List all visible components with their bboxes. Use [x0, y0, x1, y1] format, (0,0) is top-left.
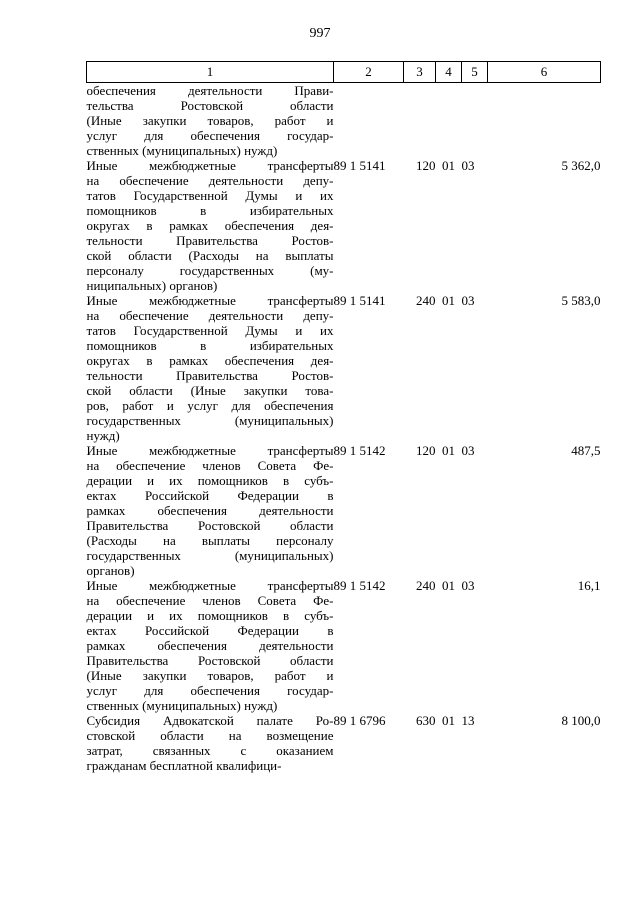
- description-line: округах в рамках обеспечения дея-: [86, 353, 334, 368]
- section-code: 01: [442, 293, 455, 308]
- description-line: ской области (Расходы на выплаты: [86, 248, 334, 263]
- description-line: ственных (муниципальных) нужд): [86, 698, 278, 713]
- table-row: [87, 578, 601, 713]
- description-line: татов Государственной Думы и их: [86, 188, 334, 203]
- column-header-4: 4: [436, 62, 462, 83]
- column-header-1: 1: [87, 62, 334, 83]
- expense-type-code: [404, 83, 436, 159]
- description-line: ектах Российской Федерации в: [86, 623, 334, 638]
- row-description: [87, 83, 334, 159]
- table-row: [87, 158, 601, 293]
- description-line: тельности Правительства Ростов-: [86, 233, 334, 248]
- description-line: государственных (муниципальных): [86, 413, 334, 428]
- description-line: Иные межбюджетные трансферты: [86, 443, 334, 458]
- description-line: Иные межбюджетные трансферты: [86, 158, 334, 173]
- row-description: [87, 293, 334, 443]
- subsection-code: 03: [461, 578, 475, 593]
- description-line: ектах Российской Федерации в: [86, 488, 334, 503]
- amount-value: 5 583,0: [561, 293, 601, 308]
- description-line: тельства Ростовской области: [86, 98, 334, 113]
- description-line: затрат, связанных с оказанием: [86, 743, 334, 758]
- description-line: на обеспечение членов Совета Фе-: [86, 458, 334, 473]
- description-line: нужд): [86, 428, 120, 443]
- table-header-row: [87, 62, 601, 83]
- description-line: Иные межбюджетные трансферты: [86, 293, 334, 308]
- subsection-code: 03: [461, 158, 475, 173]
- description-line: гражданам бесплатной квалифици-: [86, 758, 282, 773]
- amount-value: 487,5: [571, 443, 601, 458]
- expense-type-code: 240: [416, 293, 436, 308]
- description-line: стовской области на возмещение: [86, 728, 334, 743]
- description-line: ской области (Иные закупки това-: [86, 383, 334, 398]
- page-number: 997: [309, 26, 331, 41]
- subsection-code: [462, 83, 488, 159]
- expense-type-code: 120: [416, 158, 436, 173]
- description-line: услуг для обеспечения государ-: [86, 683, 334, 698]
- description-line: Субсидия Адвокатской палате Ро-: [86, 713, 334, 728]
- column-header-6: 6: [488, 62, 601, 83]
- subsection-code: 13: [461, 713, 475, 728]
- subsection-code: 03: [461, 443, 475, 458]
- subsection-code: 03: [461, 293, 475, 308]
- column-header-5: 5: [462, 62, 488, 83]
- description-line: татов Государственной Думы и их: [86, 323, 334, 338]
- row-description: [87, 158, 334, 293]
- column-header-2: 2: [334, 62, 404, 83]
- section-code: 01: [442, 713, 455, 728]
- expense-type-code: 240: [416, 578, 436, 593]
- table-row: [87, 293, 601, 443]
- description-line: персоналу государственных (му-: [86, 263, 334, 278]
- description-line: помощников в избирательных: [86, 203, 334, 218]
- section-code: 01: [442, 158, 455, 173]
- table-row: [87, 713, 601, 773]
- description-line: Правительства Ростовской области: [86, 518, 334, 533]
- table-body: [87, 83, 601, 774]
- description-line: дерации и их помощников в субъ-: [86, 473, 334, 488]
- table-row: [87, 83, 601, 159]
- target-article-code: 89 1 5142: [333, 443, 386, 458]
- description-line: на обеспечение деятельности депу-: [86, 173, 334, 188]
- description-line: округах в рамках обеспечения дея-: [86, 218, 334, 233]
- amount-value: 5 362,0: [561, 158, 601, 173]
- target-article-code: 89 1 6796: [333, 713, 386, 728]
- description-line: на обеспечение членов Совета Фе-: [86, 593, 334, 608]
- description-line: (Иные закупки товаров, работ и: [86, 668, 334, 683]
- column-header-3: 3: [404, 62, 436, 83]
- row-description: [87, 443, 334, 578]
- row-description: [87, 578, 334, 713]
- description-line: Иные межбюджетные трансферты: [86, 578, 334, 593]
- budget-table: [86, 61, 601, 773]
- section-code: [436, 83, 462, 159]
- description-line: органов): [86, 563, 135, 578]
- amount-value: [488, 83, 601, 159]
- description-line: услуг для обеспечения государ-: [86, 128, 334, 143]
- expense-type-code: 120: [416, 443, 436, 458]
- target-article-code: [334, 83, 404, 159]
- description-line: ниципальных) органов): [86, 278, 218, 293]
- description-line: (Расходы на выплаты персоналу: [86, 533, 334, 548]
- description-line: ственных (муниципальных) нужд): [86, 143, 278, 158]
- target-article-code: 89 1 5141: [333, 293, 386, 308]
- description-line: помощников в избирательных: [86, 338, 334, 353]
- description-line: рамках обеспечения деятельности: [86, 503, 334, 518]
- description-line: ров, работ и услуг для обеспечения: [86, 398, 334, 413]
- description-line: тельности Правительства Ростов-: [86, 368, 334, 383]
- amount-value: 8 100,0: [561, 713, 601, 728]
- expense-type-code: 630: [416, 713, 436, 728]
- description-line: дерации и их помощников в субъ-: [86, 608, 334, 623]
- target-article-code: 89 1 5141: [333, 158, 386, 173]
- description-line: государственных (муниципальных): [86, 548, 334, 563]
- description-line: обеспечения деятельности Прави-: [86, 83, 334, 98]
- description-line: (Иные закупки товаров, работ и: [86, 113, 334, 128]
- section-code: 01: [442, 578, 455, 593]
- section-code: 01: [442, 443, 455, 458]
- target-article-code: 89 1 5142: [333, 578, 386, 593]
- description-line: Правительства Ростовской области: [86, 653, 334, 668]
- description-line: рамках обеспечения деятельности: [86, 638, 334, 653]
- table-row: [87, 443, 601, 578]
- description-line: на обеспечение деятельности депу-: [86, 308, 334, 323]
- amount-value: 16,1: [577, 578, 601, 593]
- row-description: [87, 713, 334, 773]
